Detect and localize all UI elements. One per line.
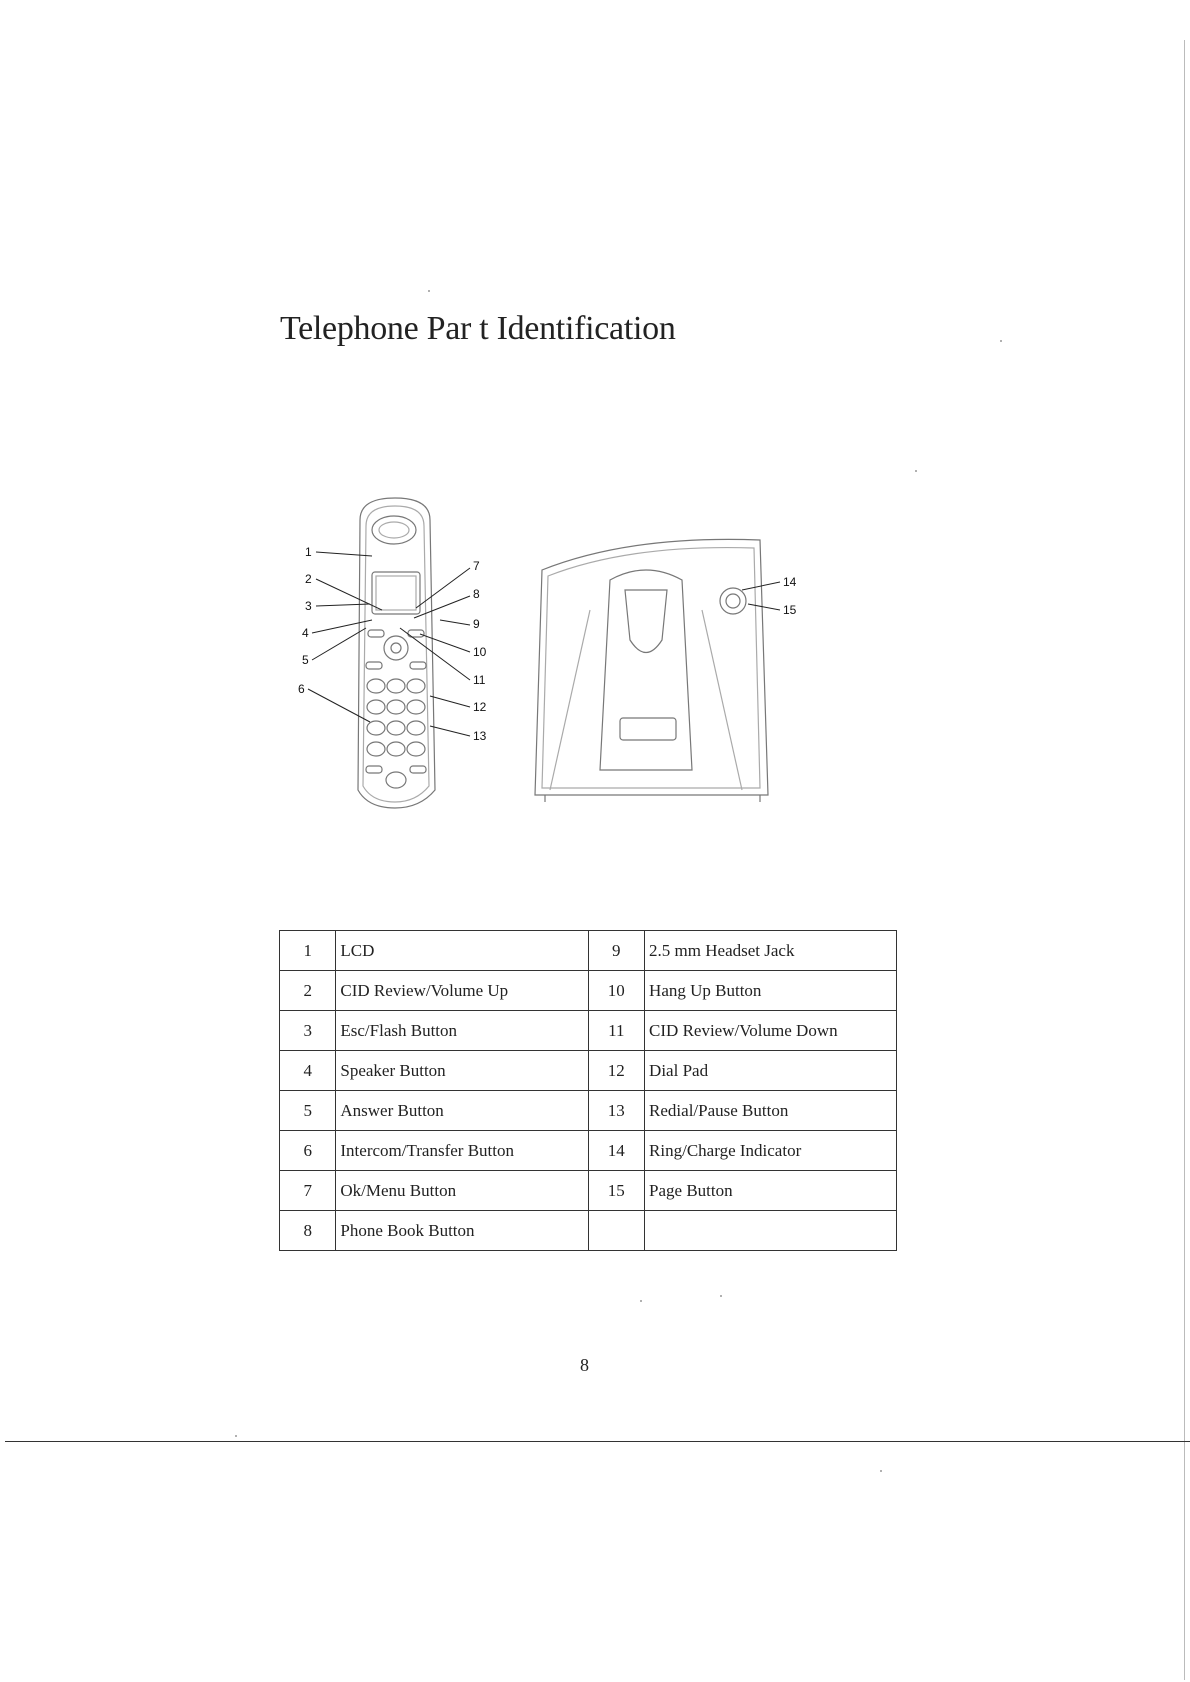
- callout-4: 4: [302, 626, 309, 640]
- callout-7: 7: [473, 559, 480, 573]
- callout-13: 13: [473, 729, 487, 743]
- scan-speck: [915, 470, 917, 472]
- part-label: CID Review/Volume Down: [645, 1011, 897, 1051]
- table-row: [280, 971, 897, 1011]
- lcd-screen: [372, 572, 420, 614]
- part-number: 1: [280, 931, 336, 971]
- table-row: [280, 1011, 897, 1051]
- part-label: Answer Button: [336, 1091, 588, 1131]
- scan-speck: [880, 1470, 882, 1472]
- part-number: 13: [588, 1091, 645, 1131]
- part-label: Page Button: [645, 1171, 897, 1211]
- part-label: Esc/Flash Button: [336, 1011, 588, 1051]
- part-number: [588, 1211, 645, 1251]
- base-label-plate: [620, 718, 676, 740]
- part-number: 7: [280, 1171, 336, 1211]
- scan-speck: [640, 1300, 642, 1302]
- part-label: Dial Pad: [645, 1051, 897, 1091]
- scan-speck: [428, 290, 430, 292]
- part-label: Phone Book Button: [336, 1211, 588, 1251]
- part-label: Redial/Pause Button: [645, 1091, 897, 1131]
- scan-speck: [1000, 340, 1002, 342]
- part-number: 14: [588, 1131, 645, 1171]
- part-number: 6: [280, 1131, 336, 1171]
- callout-15: 15: [783, 603, 797, 617]
- part-number: 15: [588, 1171, 645, 1211]
- page-number: 8: [580, 1355, 589, 1375]
- base-unit-outline: [535, 539, 768, 795]
- parts-table: [279, 930, 897, 1251]
- part-number: 5: [280, 1091, 336, 1131]
- table-row: [280, 1091, 897, 1131]
- part-number: 9: [588, 931, 645, 971]
- page-title: Telephone Par t Identification: [280, 310, 676, 347]
- part-number: 10: [588, 971, 645, 1011]
- callout-14: 14: [783, 575, 797, 589]
- bottom-divider: [5, 1441, 1190, 1442]
- part-label: 2.5 mm Headset Jack: [645, 931, 897, 971]
- part-number: 11: [588, 1011, 645, 1051]
- table-row: [280, 1051, 897, 1091]
- part-label: Hang Up Button: [645, 971, 897, 1011]
- table-row: [280, 931, 897, 971]
- part-number: 3: [280, 1011, 336, 1051]
- callout-10: 10: [473, 645, 487, 659]
- callout-2: 2: [305, 572, 312, 586]
- callout-11: 11: [473, 673, 486, 687]
- part-label: Intercom/Transfer Button: [336, 1131, 588, 1171]
- part-label: CID Review/Volume Up: [336, 971, 588, 1011]
- part-number: 4: [280, 1051, 336, 1091]
- nav-key: [384, 636, 408, 660]
- table-row: [280, 1211, 897, 1251]
- part-number: 12: [588, 1051, 645, 1091]
- telephone-diagram: [290, 490, 850, 820]
- part-label: [645, 1211, 897, 1251]
- callout-6: 6: [298, 682, 305, 696]
- part-number: 8: [280, 1211, 336, 1251]
- callout-3: 3: [305, 599, 312, 613]
- page-button: [720, 588, 746, 614]
- table-row: [280, 1131, 897, 1171]
- part-label: Speaker Button: [336, 1051, 588, 1091]
- scan-speck: [235, 1435, 237, 1437]
- callout-9: 9: [473, 617, 480, 631]
- part-label: Ok/Menu Button: [336, 1171, 588, 1211]
- callout-1: 1: [305, 545, 312, 559]
- part-label: Ring/Charge Indicator: [645, 1131, 897, 1171]
- callout-8: 8: [473, 587, 480, 601]
- part-number: 2: [280, 971, 336, 1011]
- callout-5: 5: [302, 653, 309, 667]
- part-label: LCD: [336, 931, 588, 971]
- callout-12: 12: [473, 700, 487, 714]
- scan-speck: [720, 1295, 722, 1297]
- scan-edge-line: [1184, 40, 1185, 1680]
- table-row: [280, 1171, 897, 1211]
- dial-pad: [367, 679, 425, 756]
